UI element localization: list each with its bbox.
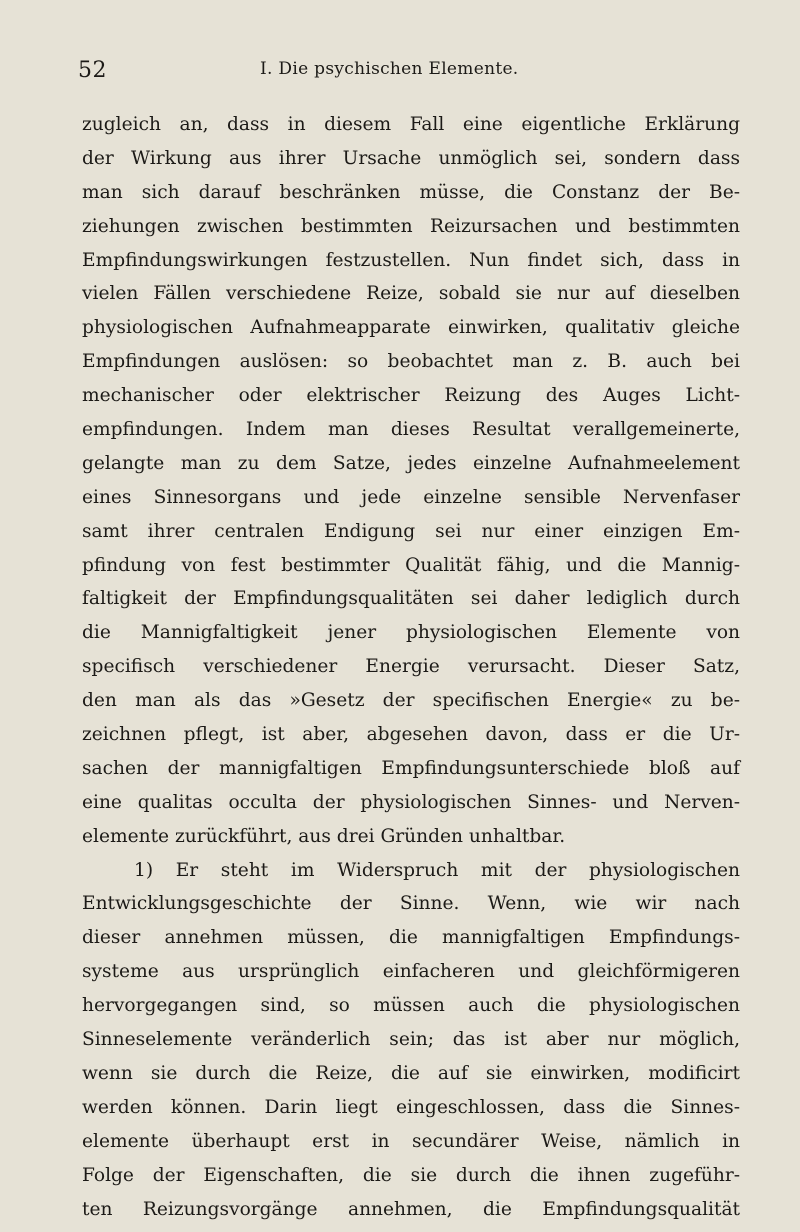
text-line: physiologischen Aufnahmeapparate einwirken, qualitativ gleiche bbox=[82, 317, 740, 339]
text-line: eines Sinnesorgans und jede einzelne sensible Nervenfaser bbox=[82, 486, 740, 508]
text-line: Empfindungswirkungen festzustellen. Nun findet sich, dass in bbox=[82, 249, 740, 271]
text-line: gelangte man zu dem Satze, jedes einzelne Aufnahmeelement bbox=[82, 452, 740, 474]
text-line: die Mannigfaltigkeit jener physiologischen Elemente von bbox=[82, 622, 740, 644]
text-line: Sinneselemente veränderlich sein; das ist aber nur möglich, bbox=[82, 1029, 740, 1051]
text-line: mechanischer oder elektrischer Reizung des Auges Licht- bbox=[82, 385, 740, 407]
running-title: I. Die psychischen Elemente. bbox=[260, 59, 519, 79]
text-line: zugleich an, dass in diesem Fall eine eigentliche Erklärung bbox=[82, 114, 740, 135]
text-line: man sich darauf beschränken müsse, die Constanz der Be- bbox=[82, 181, 740, 203]
text-line: den man als das »Gesetz der specifischen Energie« zu be- bbox=[82, 690, 740, 712]
text-line: vielen Fällen verschiedene Reize, sobald sie nur auf dieselben bbox=[82, 283, 740, 305]
text-line: empfindungen. Indem man dieses Resultat verallgemeinerte, bbox=[82, 419, 740, 441]
text-line: samt ihrer centralen Endigung sei nur einer einzigen Em- bbox=[82, 520, 740, 542]
text-line: wenn sie durch die Reize, die auf sie einwirken, modificirt bbox=[82, 1062, 740, 1084]
text-line: ten Reizungsvorgänge annehmen, die Empfindungsqualität bbox=[82, 1198, 740, 1220]
text-line: werden können. Darin liegt eingeschlossen, dass die Sinnes- bbox=[82, 1096, 740, 1118]
text-line: dieser annehmen müssen, die mannigfaltigen Empfindungs- bbox=[82, 927, 740, 949]
paragraph-end-line: elemente zurückführt, aus drei Gründen unhaltbar. bbox=[82, 825, 566, 847]
page-number: 52 bbox=[78, 58, 107, 83]
text-line: der Wirkung aus ihrer Ursache unmöglich sei, sondern dass bbox=[82, 147, 740, 169]
text-line: specifisch verschiedener Energie verursacht. Dieser Satz, bbox=[82, 656, 740, 678]
text-line: ziehungen zwischen bestimmten Reizursachen und bestimmten bbox=[82, 215, 740, 237]
page-header bbox=[78, 58, 750, 90]
text-line: systeme aus ursprünglich einfacheren und gleichförmigeren bbox=[82, 961, 740, 983]
text-line: Empfindungen auslösen: so beobachtet man z. B. auch bei bbox=[82, 351, 740, 373]
text-line: hervorgegangen sind, so müssen auch die physiologischen bbox=[82, 995, 740, 1017]
text-line: eine qualitas occulta der physiologischen Sinnes- und Nerven- bbox=[82, 791, 740, 813]
body-text bbox=[82, 108, 740, 1226]
text-line: faltigkeit der Empfindungsqualitäten sei daher lediglich durch bbox=[82, 588, 740, 610]
text-line: Folge der Eigenschaften, die sie durch die ihnen zugeführ- bbox=[82, 1164, 740, 1186]
text-line: pfindung von fest bestimmter Qualität fähig, und die Mannig- bbox=[82, 554, 740, 576]
paragraph-start-line: 1) Er steht im Widerspruch mit der physiologischen bbox=[134, 859, 740, 881]
text-line: zeichnen pflegt, ist aber, abgesehen davon, dass er die Ur- bbox=[82, 724, 740, 746]
text-line: sachen der mannigfaltigen Empfindungsunterschiede bloß auf bbox=[82, 757, 740, 779]
text-line: Entwicklungsgeschichte der Sinne. Wenn, wie wir nach bbox=[82, 893, 740, 915]
text-line: elemente überhaupt erst in secundärer Weise, nämlich in bbox=[82, 1130, 740, 1152]
